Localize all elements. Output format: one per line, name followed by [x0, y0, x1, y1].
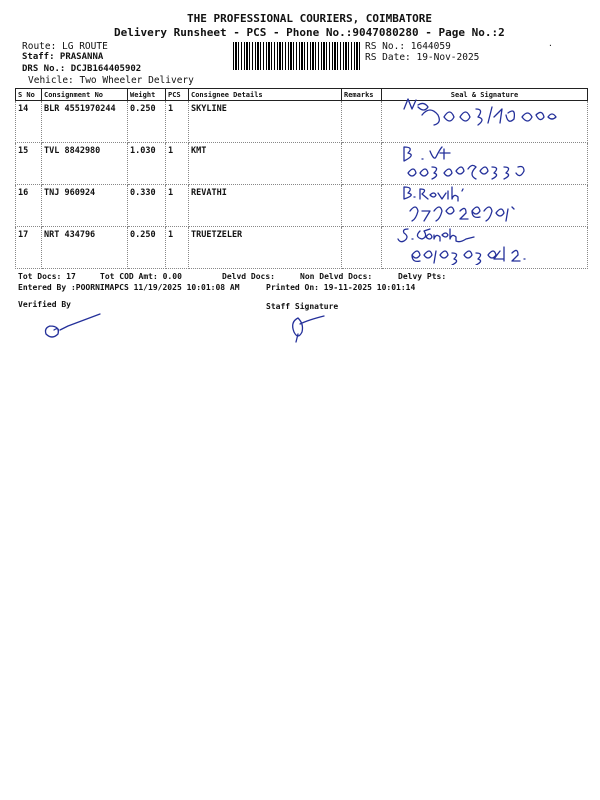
row-sno: 15: [16, 143, 42, 185]
row-weight: 0.250: [128, 101, 166, 143]
row-signature: [382, 185, 588, 227]
handwritten-signature: [382, 95, 582, 133]
printed-on: Printed On: 19-11-2025 10:01:14: [266, 283, 416, 292]
row-pcs: 1: [166, 143, 189, 185]
row-weight: 1.030: [128, 143, 166, 185]
row-consignee: KMT: [189, 143, 342, 185]
row-consignment: TNJ 960924: [42, 185, 128, 227]
table-row: [16, 101, 588, 143]
barcode: [233, 42, 361, 70]
row-signature: [382, 227, 588, 269]
row-weight: 0.250: [128, 227, 166, 269]
col-weight: Weight: [128, 89, 166, 101]
row-sno: 17: [16, 227, 42, 269]
row-signature: [382, 101, 588, 143]
row-consignment: TVL 8842980: [42, 143, 128, 185]
stray-mark: ·: [548, 41, 553, 50]
row-signature: [382, 143, 588, 185]
col-pcs: PCS: [166, 89, 189, 101]
total-docs: Tot Docs: 17: [18, 272, 76, 281]
row-weight: 0.330: [128, 185, 166, 227]
table-row: [16, 185, 588, 227]
non-delivered-docs: Non Delvd Docs:: [300, 272, 373, 281]
runsheet-table: [15, 88, 588, 269]
row-consignment: BLR 4551970244: [42, 101, 128, 143]
handwritten-signature: [382, 223, 582, 265]
col-consignment: Consignment No: [42, 89, 128, 101]
company-title: THE PROFESSIONAL COURIERS, COIMBATORE: [187, 12, 433, 25]
rs-date: RS Date: 19-Nov-2025: [365, 52, 480, 63]
entered-by: Entered By :POORNIMAPCS 11/19/2025 10:01:08 AM: [18, 283, 240, 292]
runsheet-subtitle: Delivery Runsheet - PCS - Phone No.:9047080280 - Page No.:2: [114, 26, 505, 39]
col-sno: S No: [16, 89, 42, 101]
row-remarks: [342, 185, 382, 227]
row-pcs: 1: [166, 227, 189, 269]
delivered-docs: Delvd Docs:: [222, 272, 275, 281]
delivery-points: Delvy Pts:: [398, 272, 447, 281]
drs-number: DRS No.: DCJB164405902: [22, 64, 142, 74]
row-consignee: SKYLINE: [189, 101, 342, 143]
col-seal-signature: Seal & Signature: [382, 89, 588, 101]
route-label: Route: LG ROUTE: [22, 41, 108, 52]
row-remarks: [342, 101, 382, 143]
staff-signature-label: Staff Signature: [266, 302, 339, 311]
row-consignee: REVATHI: [189, 185, 342, 227]
verified-by-label: Verified By: [18, 300, 71, 309]
staff-signature: [286, 312, 346, 346]
table-row: [16, 143, 588, 185]
total-cod-amount: Tot COD Amt: 0.00: [100, 272, 182, 281]
row-pcs: 1: [166, 101, 189, 143]
handwritten-signature: [382, 183, 582, 225]
col-consignee: Consignee Details: [189, 89, 342, 101]
rs-number: RS No.: 1644059: [365, 41, 451, 52]
row-consignment: NRT 434796: [42, 227, 128, 269]
row-consignee: TRUETZELER: [189, 227, 342, 269]
row-sno: 16: [16, 185, 42, 227]
handwritten-signature: [382, 141, 582, 183]
col-remarks: Remarks: [342, 89, 382, 101]
staff-label: Staff: PRASANNA: [22, 52, 104, 62]
row-pcs: 1: [166, 185, 189, 227]
verified-by-signature: [38, 312, 108, 342]
table-row: [16, 227, 588, 269]
vehicle-label: Vehicle: Two Wheeler Delivery: [28, 75, 194, 86]
row-remarks: [342, 143, 382, 185]
row-sno: 14: [16, 101, 42, 143]
row-remarks: [342, 227, 382, 269]
